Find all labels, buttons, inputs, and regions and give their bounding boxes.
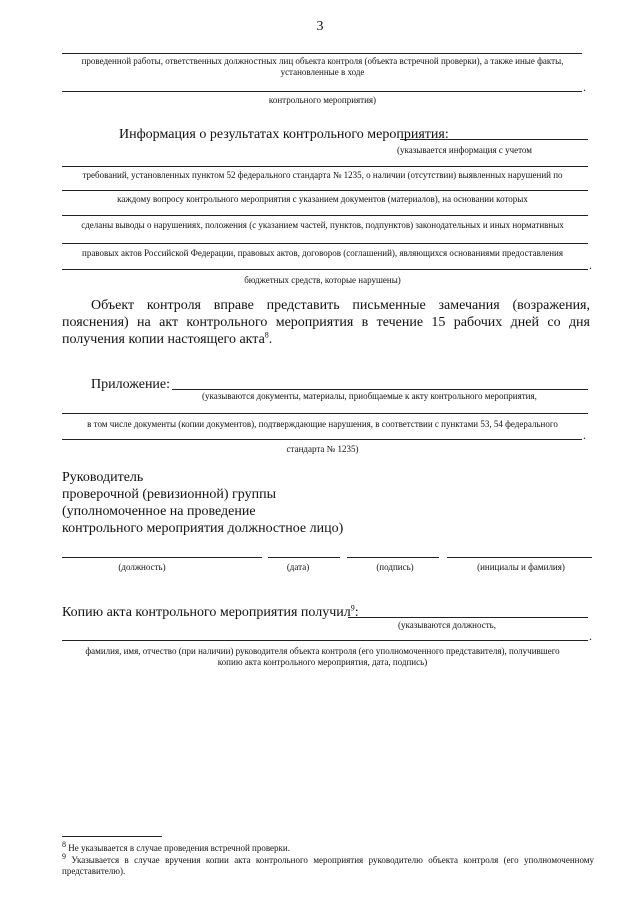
fill-line xyxy=(62,91,582,92)
footnote-8 xyxy=(62,840,592,854)
footnote-text: Не указывается в случае проведения встречной проверки. xyxy=(68,843,290,853)
hint-line: установленные в ходе xyxy=(280,67,365,77)
copy-received-label xyxy=(62,604,359,621)
objection-end: . xyxy=(268,332,273,347)
footnote-mark: 8 xyxy=(62,840,66,849)
signature-label: (подпись) xyxy=(376,562,414,572)
copy-received-colon: : xyxy=(354,605,359,620)
line-period: . xyxy=(589,629,592,643)
appendix-label: Приложение: xyxy=(91,377,171,392)
results-hint: (указывается информация с учетом xyxy=(397,145,532,155)
fill-line xyxy=(62,243,588,244)
hint-line: контрольного мероприятия) xyxy=(268,95,377,105)
fill-line xyxy=(400,139,588,140)
hint-line: сделаны выводы о нарушениях, положения (с указанием частей, пунктов, подпунктов) законодательных и иных нормативных xyxy=(81,220,564,230)
footnote-text: Указывается в случае вручения копии акта контрольного мероприятия руководителю объекта контроля (его уполномоченному представителю). xyxy=(62,855,594,876)
fill-line xyxy=(62,439,582,440)
fill-line xyxy=(62,413,588,414)
name-label: (инициалы и фамилия) xyxy=(477,562,565,572)
head-title-line: проверочной (ревизионной) группы xyxy=(62,487,276,502)
hint-line: правовых актов Российской Федерации, правовых актов, договоров (соглашений), являющихся основаниями предоставления xyxy=(82,248,563,258)
signature-line xyxy=(347,557,439,558)
fill-line xyxy=(62,269,588,270)
hint-line: требований, установленных пунктом 52 федерального стандарта № 1235, о наличии (отсутствии) выявленных нарушений по xyxy=(82,170,563,180)
results-heading: Информация о результатах контрольного мероприятия: xyxy=(119,127,449,142)
position-label: (должность) xyxy=(118,562,166,572)
hint-line: каждому вопросу контрольного мероприятия с указанием документов (материалов), на основании которых xyxy=(117,194,528,204)
objection-text: Объект контроля вправе представить письменные замечания (возражения, пояснения) на акт контрольного мероприятия в течение 15 рабочих дней со дня получения копии настоящего акта xyxy=(62,298,590,347)
footnote-ref: 8 xyxy=(264,330,269,340)
head-title-line: Руководитель xyxy=(62,470,144,485)
hint-line: фамилия, имя, отчество (при наличии) руководителя объекта контроля (его уполномоченного представителя), получившего xyxy=(85,646,560,656)
footnote-mark: 9 xyxy=(62,852,66,861)
hint-line: стандарта № 1235) xyxy=(286,444,359,454)
date-label: (дата) xyxy=(286,562,310,572)
footnote-ref: 9 xyxy=(350,603,355,613)
fill-line xyxy=(62,640,588,641)
hint-line: бюджетных средств, которые нарушены) xyxy=(244,275,401,285)
hint-line: в том числе документы (копии документов), подтверждающие нарушения, в соответствии с пунктами 53, 54 федерального xyxy=(87,419,558,429)
line-period: . xyxy=(583,428,586,442)
fill-line xyxy=(62,53,582,54)
fill-line xyxy=(348,617,588,618)
line-period: . xyxy=(583,80,586,94)
fill-line xyxy=(172,389,588,390)
appendix-hint: (указываются документы, материалы, приобщаемые к акту контрольного мероприятия, xyxy=(202,391,537,401)
head-title-line: (уполномоченное на проведение xyxy=(62,504,256,519)
copy-hint: (указываются должность, xyxy=(398,620,496,630)
hint-line: проведенной работы, ответственных должностных лиц объекта контроля (объекта встречной проверки), а также иные факты, xyxy=(81,56,564,66)
date-line xyxy=(268,557,340,558)
name-line xyxy=(447,557,592,558)
copy-received-text: Копию акта контрольного мероприятия получил xyxy=(62,605,351,620)
objection-paragraph xyxy=(62,297,590,348)
line-period: . xyxy=(589,258,592,272)
fill-line xyxy=(62,215,588,216)
footnote-9 xyxy=(62,852,594,877)
footnote-separator xyxy=(62,836,162,837)
position-line xyxy=(62,557,262,558)
page-number: 3 xyxy=(316,19,324,34)
head-title-line: контрольного мероприятия должностное лицо) xyxy=(62,521,344,536)
hint-line: копию акта контрольного мероприятия, дата, подпись) xyxy=(217,657,428,667)
fill-line xyxy=(62,190,588,191)
fill-line xyxy=(62,166,588,167)
